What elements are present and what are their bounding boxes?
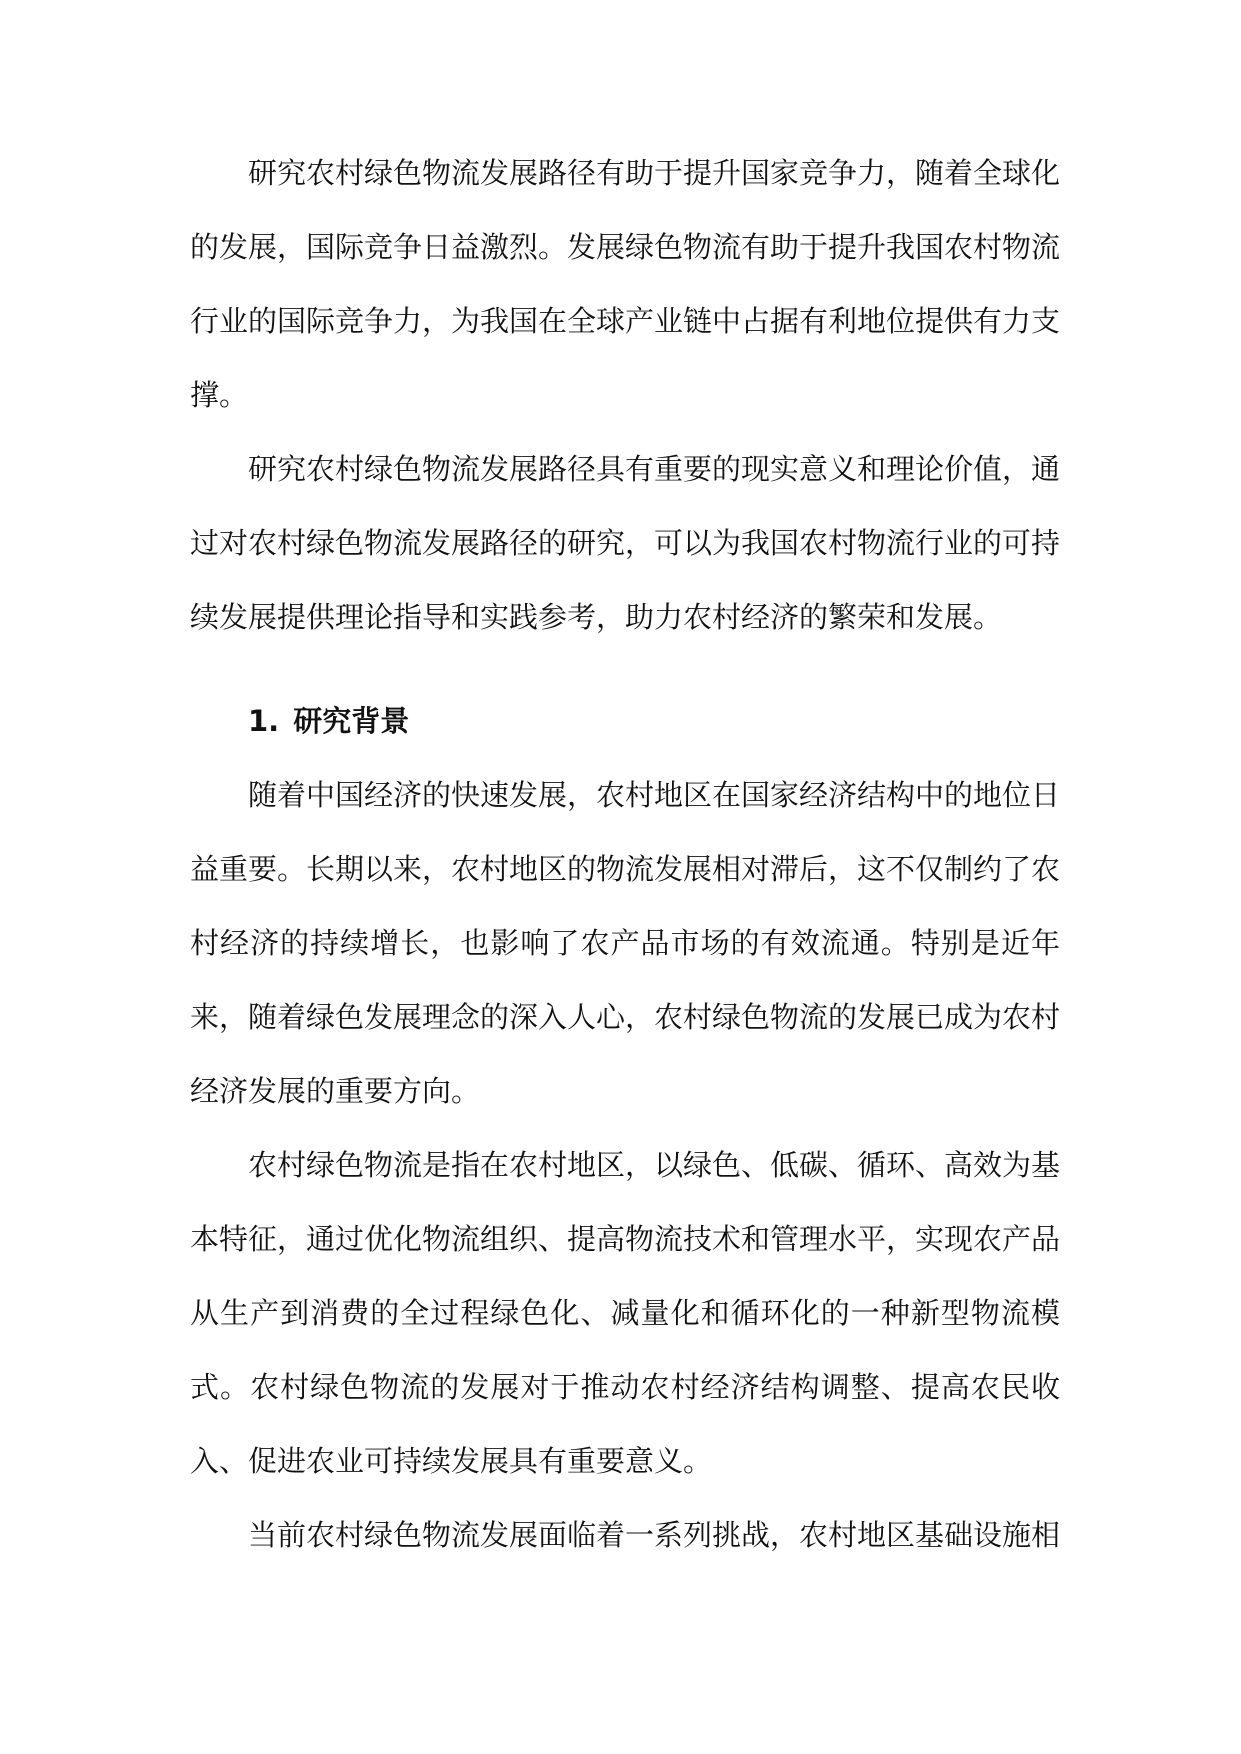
document-body (190, 136, 1060, 1572)
section-number: 1. (248, 704, 280, 738)
paragraph-definition: 农村绿色物流是指在农村地区，以绿色、低碳、循环、高效为基本特征，通过优化物流组织、提高物流技术和管理水平，实现农产品从生产到消费的全过程绿色化、减量化和循环化的一种新型物流模式。农村绿色物流的发展对于推动农村经济结构调整、提高农民收入、促进农业可持续发展具有重要意义。 (190, 1148, 1061, 1478)
section-heading (190, 684, 1060, 758)
paragraph-competitiveness: 研究农村绿色物流发展路径有助于提升国家竞争力，随着全球化的发展，国际竞争日益激烈。发展绿色物流有助于提升我国农村物流行业的国际竞争力，为我国在全球产业链中占据有利地位提供有力支撑。 (190, 156, 1061, 412)
paragraph-challenges: 当前农村绿色物流发展面临着一系列挑战，农村地区基础设施相 (248, 1518, 1061, 1552)
paragraph-significance: 研究农村绿色物流发展路径具有重要的现实意义和理论价值，通过对农村绿色物流发展路径的研究，可以为我国农村物流行业的可持续发展提供理论指导和实践参考，助力农村经济的繁荣和发展。 (190, 452, 1061, 634)
section-title: 研究背景 (293, 704, 410, 738)
paragraph-background: 随着中国经济的快速发展，农村地区在国家经济结构中的地位日益重要。长期以来，农村地区的物流发展相对滞后，这不仅制约了农村经济的持续增长，也影响了农产品市场的有效流通。特别是近年来，随着绿色发展理念的深入人心，农村绿色物流的发展已成为农村经济发展的重要方向。 (190, 778, 1061, 1108)
